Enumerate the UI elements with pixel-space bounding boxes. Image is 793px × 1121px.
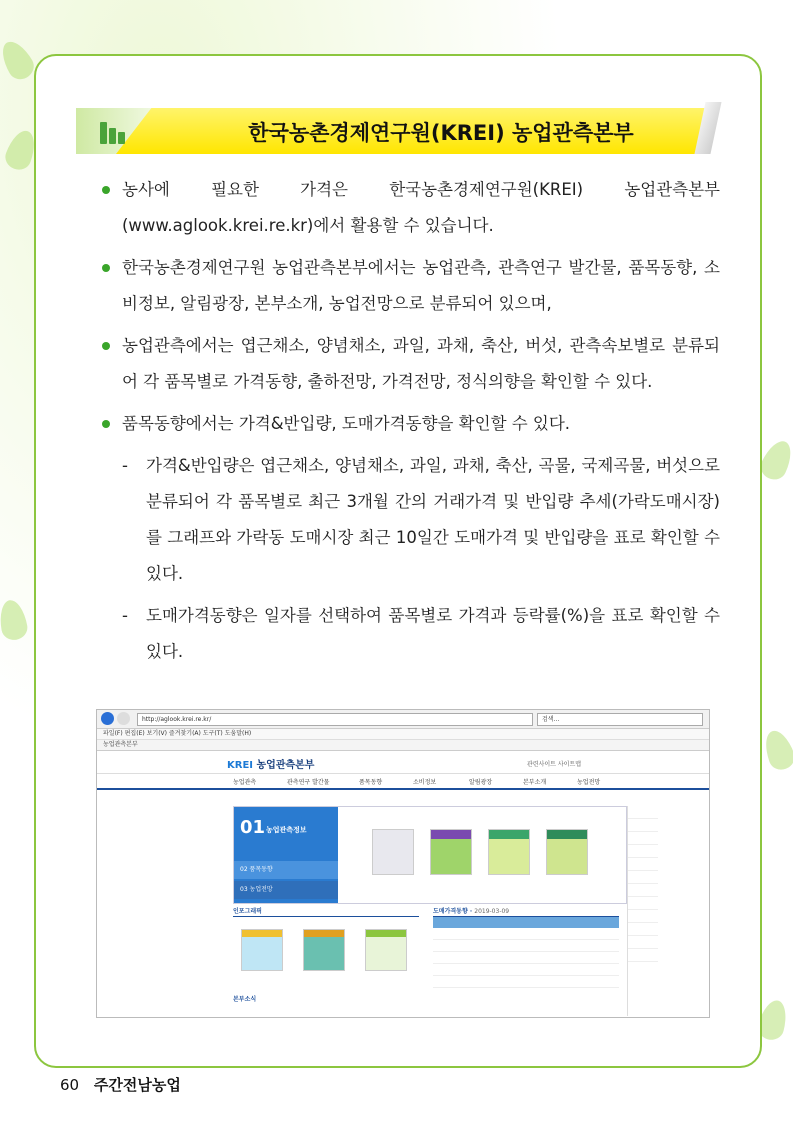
site-gnb: 농업관측 관측연구 발간물 품목동향 소비정보 알림광장 본부소개 농업전망 [97, 774, 709, 790]
side-links [627, 806, 658, 1016]
bar-chart-icon [100, 118, 130, 144]
infographic-title: 인포그래픽 [233, 908, 262, 915]
site-logo: KREI 농업관측본부 [227, 760, 315, 771]
favorites-bar: 농업관측본부 [97, 740, 709, 751]
bullet-item: 품목동향에서는 가격&반입량, 도매가격동향을 확인할 수 있다. [100, 406, 720, 442]
leaf-decoration [0, 36, 38, 84]
body-text [100, 172, 720, 676]
forward-icon [117, 712, 130, 725]
publication-name: 주간전남농업 [93, 1076, 181, 1094]
title-banner [76, 108, 716, 154]
price-trend-title: 도매가격동향 · 2019-03-09 [433, 908, 510, 915]
browser-search: 검색... [537, 713, 703, 726]
hero-panel: 01 농업관측정보 02 품목동향 03 농업전망 [233, 806, 627, 904]
publication-cover [430, 829, 472, 875]
address-bar: http://aglook.krei.re.kr/ [137, 713, 533, 726]
publication-cover [488, 829, 530, 875]
leaf-decoration [760, 727, 793, 773]
page-number: 60 [60, 1076, 80, 1094]
bullet-item: 농사에 필요한 가격은 한국농촌경제연구원(KREI) 농업관측본부(www.aglook.krei.re.kr)에서 활용할 수 있습니다. [100, 172, 720, 244]
back-icon [101, 712, 114, 725]
publication-cover [546, 829, 588, 875]
leaf-decoration [757, 436, 793, 483]
sub-item: - 가격&반입량은 엽근채소, 양념채소, 과일, 과채, 축산, 곡물, 국제곡물, 버섯으로 분류되어 각 품목별로 최근 3개월 간의 거래가격 및 반입량 추세(가락도매시장)를 그래프와 가락동 도매시장 최근 10일간 도매가격 및 반입량을 표로 확인할 수 있다. [122, 456, 720, 583]
page-title: 한국농촌경제연구원(KREI) 농업관측본부 [248, 121, 634, 145]
website-screenshot [96, 709, 710, 1018]
infographic-panel [233, 916, 419, 987]
page-footer [60, 1074, 181, 1095]
publication-cover [372, 829, 414, 875]
bullet-item: 농업관측에서는 엽근채소, 양념채소, 과일, 과채, 축산, 버섯, 관측속보별로 분류되어 각 품목별로 가격동향, 출하전망, 가격전망, 정식의향을 확인할 수 있다. [100, 328, 720, 400]
price-table-panel [433, 916, 619, 987]
leaf-decoration [0, 598, 29, 642]
sub-item: - 도매가격동향은 일자를 선택하여 품목별로 가격과 등락률(%)을 표로 확인할 수 있다. [122, 606, 720, 661]
price-table [433, 917, 619, 988]
notice-title: 본부소식 [233, 996, 257, 1003]
browser-menu: 파일(F) 편집(E) 보기(V) 즐겨찾기(A) 도구(T) 도움말(H) [97, 729, 709, 740]
site-util: 관련사이트 사이트맵 [527, 761, 582, 768]
bullet-item: 한국농촌경제연구원 농업관측본부에서는 농업관측, 관측연구 발간물, 품목동향, 소비정보, 알림광장, 본부소개, 농업전망으로 분류되어 있으며, [100, 250, 720, 322]
